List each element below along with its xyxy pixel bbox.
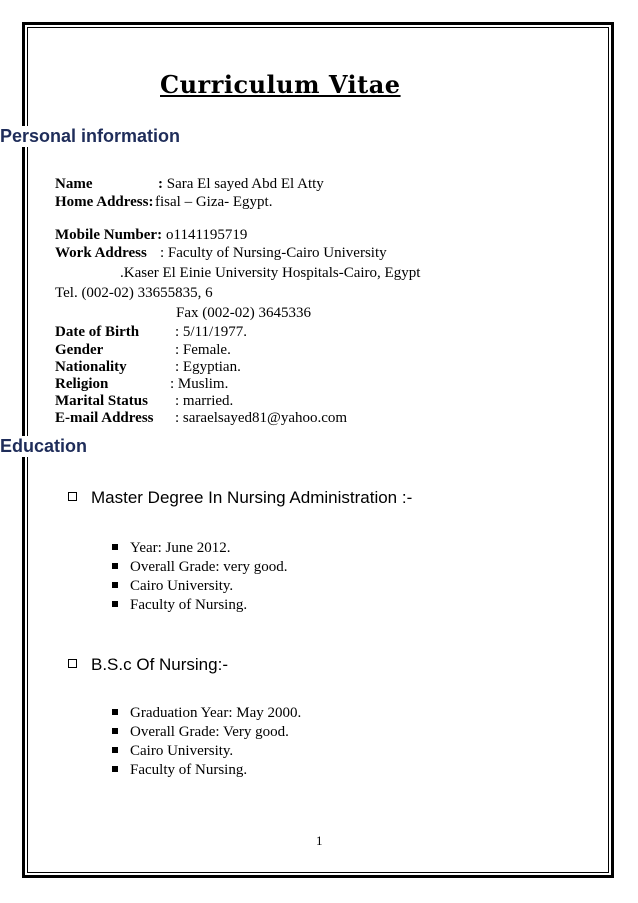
square-bullet-icon [112,709,118,715]
section-heading-education: Education [0,436,91,457]
list-item [112,578,233,595]
mobile-label: Mobile Number: [55,227,163,243]
section-heading-personal: Personal information [0,126,184,147]
dob-label: Date of Birth [55,324,140,340]
list-item-text: Cairo University. [130,578,234,594]
nationality-label: Nationality [55,359,127,375]
home-address-value: fisal – Giza- Egypt. [155,194,273,210]
list-item-text: Year: June 2012. [130,540,231,556]
work-address-value: : Faculty of Nursing-Cairo University [160,245,387,261]
home-address-label: Home Address: [55,194,154,210]
list-item [112,724,289,741]
work-address-label: Work Address [55,245,147,261]
name-label: Name [55,176,93,192]
square-bullet-icon [112,563,118,569]
square-bullet-icon [112,544,118,550]
religion-value: : Muslim. [170,376,229,392]
list-item-text: Graduation Year: May 2000. [130,705,302,721]
square-bullet-icon [112,582,118,588]
degree-master-title: Master Degree In Nursing Administration :- [91,488,413,507]
degree-master [68,488,412,508]
email-value: : saraelsayed81@yahoo.com [175,410,348,426]
telephone: Tel. (002-02) 33655835, 6 [55,285,213,301]
list-item-text: Overall Grade: very good. [130,559,288,575]
marital-status-label: Marital Status [55,393,148,409]
marital-status-value: : married. [175,393,234,409]
dob-value: : 5/11/1977. [175,324,247,340]
square-bullet-icon [112,728,118,734]
name-value: : Sara El sayed Abd El Atty [158,176,324,192]
nationality-value: : Egyptian. [175,359,241,375]
degree-bsc-title: B.S.c Of Nursing:- [91,655,228,674]
square-bullet-icon [112,747,118,753]
list-item [112,559,287,576]
mobile-value: o1141195719 [166,227,248,243]
list-item [112,705,301,722]
list-item [112,762,247,779]
page-number: 1 [316,833,323,848]
list-item-text: Faculty of Nursing. [130,597,248,613]
square-bullet-icon [112,766,118,772]
list-item-text: Cairo University. [130,743,234,759]
gender-value: : Female. [175,342,231,358]
list-item [112,743,233,760]
list-item-text: Overall Grade: Very good. [130,724,289,740]
degree-bsc [68,655,228,675]
checkbox-bullet-icon [68,492,77,501]
document-title: Curriculum Vitae [160,70,401,99]
email-label: E-mail Address [55,410,154,426]
work-address-value-2: .Kaser El Einie University Hospitals-Cairo, Egypt [120,265,421,281]
list-item [112,540,231,557]
religion-label: Religion [55,376,109,392]
list-item-text: Faculty of Nursing. [130,762,248,778]
fax: Fax (002-02) 3645336 [176,305,311,321]
gender-label: Gender [55,342,104,358]
square-bullet-icon [112,601,118,607]
list-item [112,597,247,614]
checkbox-bullet-icon [68,659,77,668]
